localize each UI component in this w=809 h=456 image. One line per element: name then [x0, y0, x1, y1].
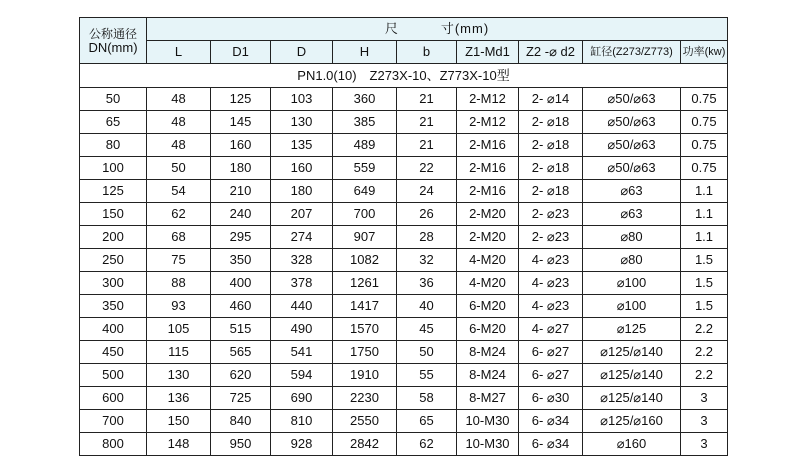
cell-D: 594	[271, 364, 333, 387]
cell-L: 148	[147, 433, 211, 456]
cell-power: 1.1	[681, 180, 728, 203]
cell-L: 50	[147, 157, 211, 180]
cell-z1: 2-M16	[457, 180, 519, 203]
table-row	[80, 134, 728, 157]
cell-cylinder: ⌀125/⌀140	[583, 364, 681, 387]
cell-cylinder: ⌀125/⌀140	[583, 341, 681, 364]
cell-power: 0.75	[681, 111, 728, 134]
col-header-H: H	[333, 41, 397, 64]
cell-dn: 800	[80, 433, 147, 456]
cell-dn: 125	[80, 180, 147, 203]
cell-z2: 4- ⌀23	[519, 295, 583, 318]
cell-b: 55	[397, 364, 457, 387]
cell-b: 26	[397, 203, 457, 226]
cell-D: 490	[271, 318, 333, 341]
cell-power: 1.5	[681, 272, 728, 295]
cell-dn: 450	[80, 341, 147, 364]
cell-dn: 150	[80, 203, 147, 226]
cell-power: 3	[681, 433, 728, 456]
cell-D: 378	[271, 272, 333, 295]
cell-D1: 145	[211, 111, 271, 134]
table-row	[80, 226, 728, 249]
cell-b: 58	[397, 387, 457, 410]
cell-b: 32	[397, 249, 457, 272]
cell-power: 2.2	[681, 341, 728, 364]
cell-H: 2550	[333, 410, 397, 433]
cell-z1: 8-M24	[457, 341, 519, 364]
table-row	[80, 318, 728, 341]
cell-z1: 2-M16	[457, 157, 519, 180]
cell-dn: 200	[80, 226, 147, 249]
cell-z1: 10-M30	[457, 433, 519, 456]
cell-D1: 565	[211, 341, 271, 364]
cell-b: 22	[397, 157, 457, 180]
cell-H: 649	[333, 180, 397, 203]
cell-H: 700	[333, 203, 397, 226]
table-row	[80, 249, 728, 272]
cell-b: 36	[397, 272, 457, 295]
cell-L: 75	[147, 249, 211, 272]
cell-power: 0.75	[681, 134, 728, 157]
cell-D1: 160	[211, 134, 271, 157]
cell-L: 62	[147, 203, 211, 226]
cell-cylinder: ⌀50/⌀63	[583, 157, 681, 180]
cell-cylinder: ⌀50/⌀63	[583, 88, 681, 111]
cell-z2: 6- ⌀27	[519, 364, 583, 387]
cell-L: 130	[147, 364, 211, 387]
cell-cylinder: ⌀125	[583, 318, 681, 341]
dn-label-unit: DN(mm)	[88, 39, 138, 55]
cell-L: 93	[147, 295, 211, 318]
cell-z1: 4-M20	[457, 249, 519, 272]
cell-D: 274	[271, 226, 333, 249]
cell-z1: 2-M20	[457, 226, 519, 249]
cell-cylinder: ⌀80	[583, 249, 681, 272]
cell-L: 48	[147, 111, 211, 134]
cell-power: 1.1	[681, 226, 728, 249]
cell-L: 48	[147, 88, 211, 111]
cell-L: 115	[147, 341, 211, 364]
cell-b: 40	[397, 295, 457, 318]
cell-b: 21	[397, 134, 457, 157]
table-row	[80, 157, 728, 180]
table-caption: PN1.0(10) Z273X-10、Z773X-10型	[80, 64, 728, 88]
cell-z1: 8-M24	[457, 364, 519, 387]
cell-H: 1910	[333, 364, 397, 387]
cell-dn: 300	[80, 272, 147, 295]
cell-H: 385	[333, 111, 397, 134]
cell-z1: 4-M20	[457, 272, 519, 295]
table-row	[80, 203, 728, 226]
cell-D1: 240	[211, 203, 271, 226]
cell-D: 180	[271, 180, 333, 203]
cell-b: 50	[397, 341, 457, 364]
cell-z1: 2-M16	[457, 134, 519, 157]
cell-D1: 725	[211, 387, 271, 410]
cell-cylinder: ⌀125/⌀140	[583, 387, 681, 410]
cell-z1: 2-M12	[457, 88, 519, 111]
cell-z2: 6- ⌀30	[519, 387, 583, 410]
cell-z1: 2-M20	[457, 203, 519, 226]
table-row	[80, 364, 728, 387]
cell-dn: 250	[80, 249, 147, 272]
cell-dn: 600	[80, 387, 147, 410]
table-row	[80, 433, 728, 456]
cell-D: 207	[271, 203, 333, 226]
cell-H: 2842	[333, 433, 397, 456]
cell-H: 1082	[333, 249, 397, 272]
table-row	[80, 180, 728, 203]
cell-cylinder: ⌀63	[583, 180, 681, 203]
cell-cylinder: ⌀160	[583, 433, 681, 456]
cell-b: 62	[397, 433, 457, 456]
col-header-power: 功率(kw)	[681, 41, 728, 64]
cell-z1: 6-M20	[457, 318, 519, 341]
cell-dn: 65	[80, 111, 147, 134]
cell-z2: 2- ⌀14	[519, 88, 583, 111]
size-title-header: 尺 寸(mm)	[147, 18, 728, 41]
table-row	[80, 295, 728, 318]
cell-z2: 4- ⌀27	[519, 318, 583, 341]
cell-D1: 210	[211, 180, 271, 203]
cell-power: 3	[681, 410, 728, 433]
cell-b: 24	[397, 180, 457, 203]
col-header-b: b	[397, 41, 457, 64]
cell-z2: 6- ⌀27	[519, 341, 583, 364]
cell-D1: 620	[211, 364, 271, 387]
cell-z2: 6- ⌀34	[519, 433, 583, 456]
cell-L: 54	[147, 180, 211, 203]
cell-b: 65	[397, 410, 457, 433]
cell-dn: 700	[80, 410, 147, 433]
cell-power: 0.75	[681, 157, 728, 180]
cell-z1: 10-M30	[457, 410, 519, 433]
cell-z2: 2- ⌀23	[519, 226, 583, 249]
cell-D1: 400	[211, 272, 271, 295]
dn-header	[80, 18, 147, 64]
cell-dn: 50	[80, 88, 147, 111]
cell-cylinder: ⌀50/⌀63	[583, 111, 681, 134]
table-row	[80, 410, 728, 433]
cell-cylinder: ⌀100	[583, 295, 681, 318]
cell-dn: 350	[80, 295, 147, 318]
cell-L: 88	[147, 272, 211, 295]
cell-H: 907	[333, 226, 397, 249]
table-row	[80, 341, 728, 364]
cell-D1: 125	[211, 88, 271, 111]
cell-power: 2.2	[681, 318, 728, 341]
cell-power: 0.75	[681, 88, 728, 111]
cell-D: 130	[271, 111, 333, 134]
cell-D: 135	[271, 134, 333, 157]
valve-spec-table	[79, 17, 728, 456]
col-header-cylinder: 缸径(Z273/Z773)	[583, 41, 681, 64]
cell-power: 3	[681, 387, 728, 410]
cell-D1: 950	[211, 433, 271, 456]
cell-D1: 515	[211, 318, 271, 341]
cell-H: 360	[333, 88, 397, 111]
cell-dn: 400	[80, 318, 147, 341]
cell-D: 690	[271, 387, 333, 410]
spec-table-wrapper	[79, 17, 728, 456]
cell-D: 541	[271, 341, 333, 364]
table-row	[80, 111, 728, 134]
cell-z2: 2- ⌀23	[519, 203, 583, 226]
cell-L: 150	[147, 410, 211, 433]
cell-H: 1750	[333, 341, 397, 364]
cell-z2: 6- ⌀34	[519, 410, 583, 433]
cell-D: 810	[271, 410, 333, 433]
cell-H: 2230	[333, 387, 397, 410]
cell-z2: 2- ⌀18	[519, 180, 583, 203]
cell-b: 21	[397, 88, 457, 111]
cell-dn: 500	[80, 364, 147, 387]
cell-b: 28	[397, 226, 457, 249]
cell-power: 2.2	[681, 364, 728, 387]
cell-D: 103	[271, 88, 333, 111]
cell-b: 21	[397, 111, 457, 134]
cell-D1: 840	[211, 410, 271, 433]
cell-L: 105	[147, 318, 211, 341]
cell-H: 1570	[333, 318, 397, 341]
cell-z2: 4- ⌀23	[519, 272, 583, 295]
col-header-z1: Z1-Md1	[457, 41, 519, 64]
cell-z2: 2- ⌀18	[519, 134, 583, 157]
cell-D: 928	[271, 433, 333, 456]
cell-z1: 2-M12	[457, 111, 519, 134]
cell-power: 1.1	[681, 203, 728, 226]
cell-D: 328	[271, 249, 333, 272]
table-row	[80, 272, 728, 295]
cell-z1: 6-M20	[457, 295, 519, 318]
cell-D1: 180	[211, 157, 271, 180]
cell-power: 1.5	[681, 295, 728, 318]
cell-D1: 295	[211, 226, 271, 249]
cell-z1: 8-M27	[457, 387, 519, 410]
cell-H: 489	[333, 134, 397, 157]
cell-L: 136	[147, 387, 211, 410]
col-header-z2: Z2 -⌀ d2	[519, 41, 583, 64]
col-header-D1: D1	[211, 41, 271, 64]
cell-cylinder: ⌀80	[583, 226, 681, 249]
col-header-D: D	[271, 41, 333, 64]
cell-D: 160	[271, 157, 333, 180]
cell-H: 559	[333, 157, 397, 180]
cell-cylinder: ⌀63	[583, 203, 681, 226]
cell-cylinder: ⌀125/⌀160	[583, 410, 681, 433]
cell-dn: 100	[80, 157, 147, 180]
cell-L: 48	[147, 134, 211, 157]
dn-label-cn: 公称通径	[88, 26, 137, 41]
col-header-L: L	[147, 41, 211, 64]
table-row	[80, 88, 728, 111]
cell-z2: 2- ⌀18	[519, 157, 583, 180]
table-row	[80, 387, 728, 410]
cell-H: 1417	[333, 295, 397, 318]
cell-z2: 2- ⌀18	[519, 111, 583, 134]
cell-dn: 80	[80, 134, 147, 157]
cell-power: 1.5	[681, 249, 728, 272]
cell-cylinder: ⌀100	[583, 272, 681, 295]
cell-D1: 460	[211, 295, 271, 318]
cell-D: 440	[271, 295, 333, 318]
cell-H: 1261	[333, 272, 397, 295]
cell-L: 68	[147, 226, 211, 249]
cell-z2: 4- ⌀23	[519, 249, 583, 272]
cell-cylinder: ⌀50/⌀63	[583, 134, 681, 157]
cell-b: 45	[397, 318, 457, 341]
cell-D1: 350	[211, 249, 271, 272]
